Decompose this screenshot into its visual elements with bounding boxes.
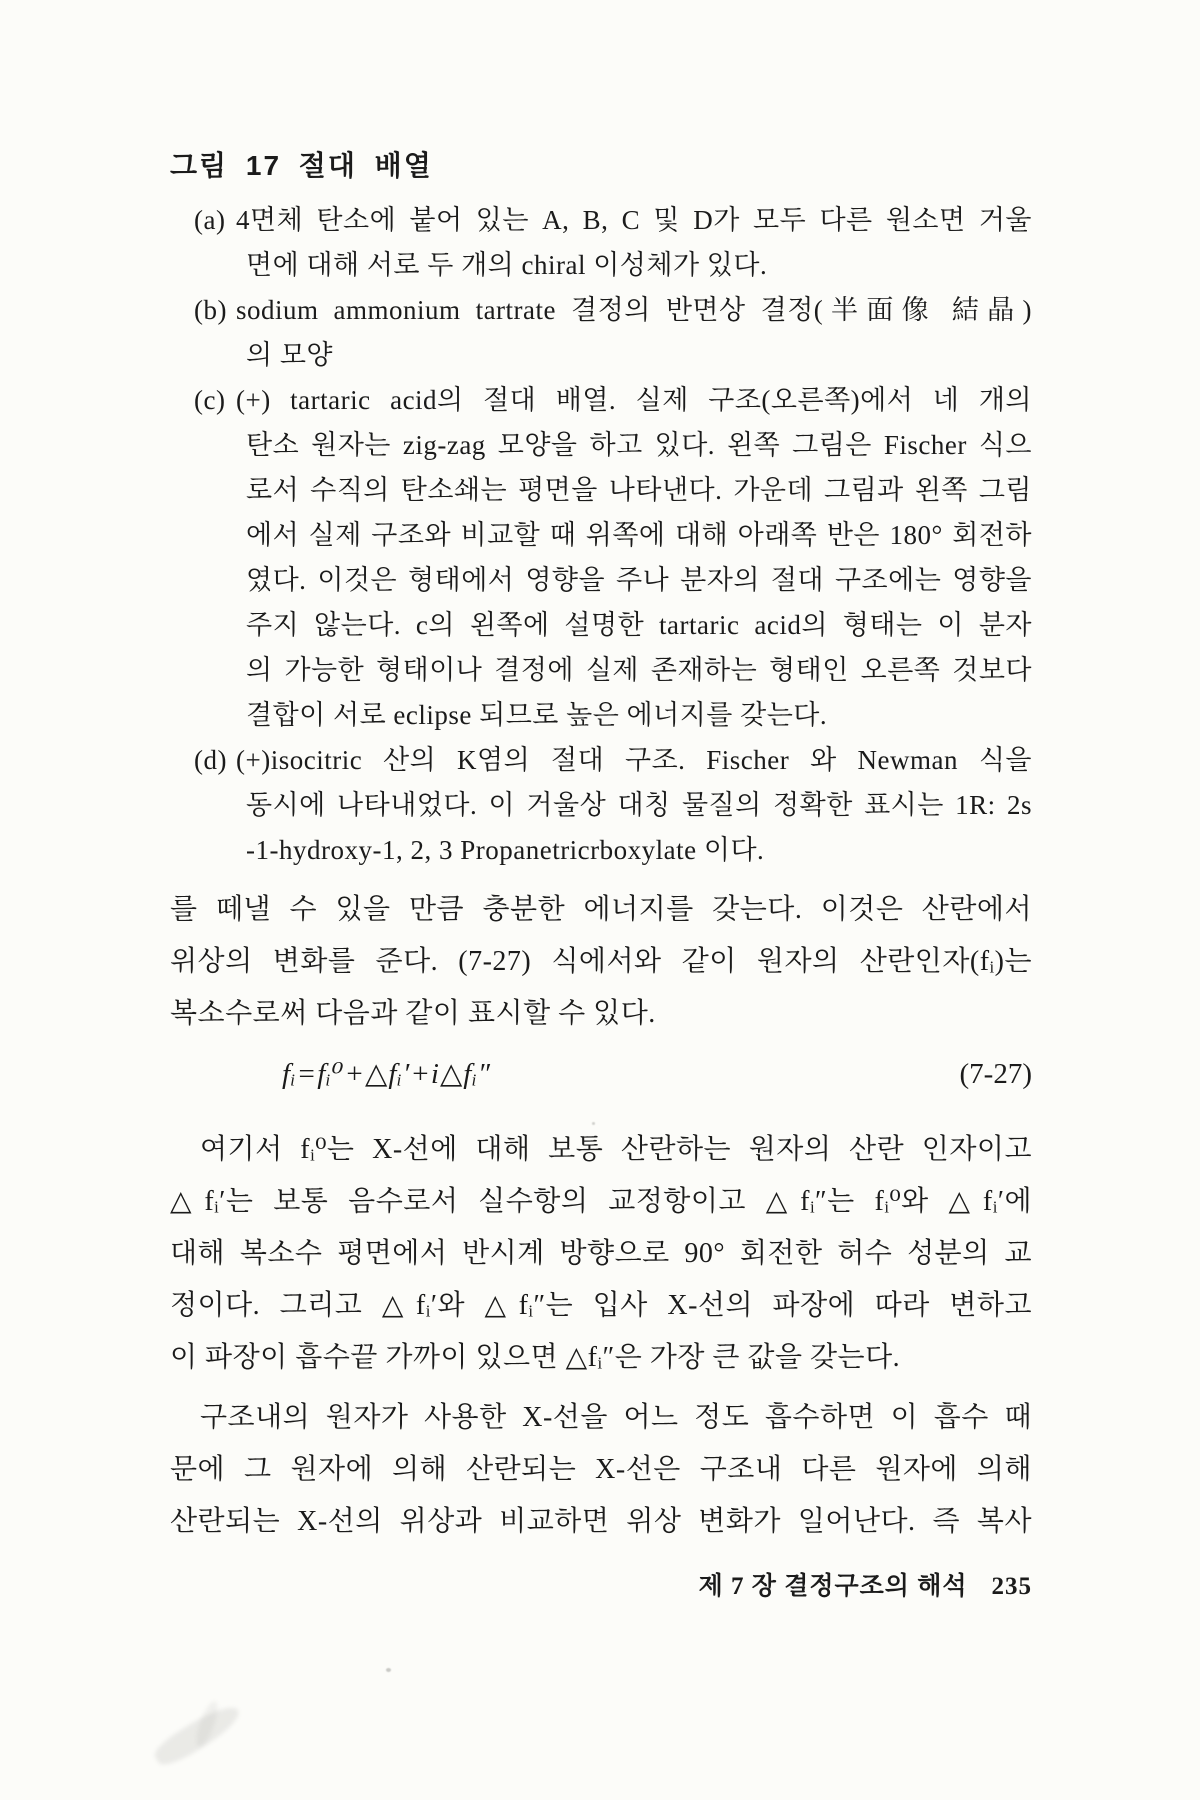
scan-speck xyxy=(592,1122,595,1125)
figure-caption xyxy=(170,148,1032,873)
caption-text-line: 결합이 서로 eclipse 되므로 높은 에너지를 갖는다. xyxy=(246,700,828,730)
chapter-heading: 제 7 장 결정구조의 해석 xyxy=(698,1573,968,1600)
equation-number: (7-27) xyxy=(959,1058,1032,1090)
caption-text-line: 주지 않는다. c의 왼쪽에 설명한 tartaric acid의 형태는 이 분자 xyxy=(246,610,1032,640)
figure-title: 그림 17 절대 배열 xyxy=(170,150,433,181)
caption-item-label: (c) xyxy=(194,385,226,415)
caption-item-c xyxy=(170,378,1032,738)
body-text-line: 를 떼낼 수 있을 만큼 충분한 에너지를 갖는다. 이것은 산란에서 xyxy=(170,894,1032,925)
body-text-line: 여기서 fᵢ⁰는 X-선에 대해 보통 산란하는 원자의 산란 인자이고 xyxy=(200,1134,1032,1165)
caption-item-label: (d) xyxy=(194,745,227,775)
body-text-line: 구조내의 원자가 사용한 X-선을 어느 정도 흡수하면 이 흡수 때 xyxy=(200,1402,1032,1433)
body-text-line: △fᵢ′는 보통 음수로서 실수항의 교정항이고 △fᵢ″는 fᵢ⁰와 △fᵢ′에 xyxy=(170,1186,1032,1217)
body-text-line: 이 파장이 흡수끝 가까이 있으면 △fᵢ″은 가장 큰 값을 갖는다. xyxy=(170,1342,901,1373)
caption-text-line: 에서 실제 구조와 비교할 때 위쪽에 대해 아래쪽 반은 180° 회전하 xyxy=(246,520,1032,550)
scan-speck xyxy=(703,525,706,528)
equation-formula: fᵢ=fᵢ⁰+△fᵢ′+i△fᵢ″ xyxy=(282,1058,491,1090)
caption-item-d xyxy=(170,738,1032,873)
caption-text-line: 의 모양 xyxy=(246,340,333,370)
caption-text-line: 였다. 이것은 형태에서 영향을 주나 분자의 절대 구조에는 영향을 xyxy=(246,565,1032,595)
body-text-line: 대해 복소수 평면에서 반시계 방향으로 90° 회전한 허수 성분의 교 xyxy=(170,1238,1032,1269)
caption-text-line: sodium ammonium tartrate 결정의 반면상 결정(半面像 結晶) xyxy=(236,295,1032,325)
body-text-line: 복소수로써 다음과 같이 표시할 수 있다. xyxy=(170,998,656,1029)
body-text-line: 위상의 변화를 준다. (7-27) 식에서와 같이 원자의 산란인자(fᵢ)는 xyxy=(170,946,1032,977)
page-footer xyxy=(170,1566,1032,1602)
caption-text-line: (+)isocitric 산의 K염의 절대 구조. Fischer 와 Newman 식을 xyxy=(236,745,1032,775)
caption-text-line: 로서 수직의 탄소쇄는 평면을 나타낸다. 가운데 그림과 왼쪽 그림 xyxy=(246,475,1032,505)
caption-item-a xyxy=(170,198,1032,288)
caption-text-line: 탄소 원자는 zig-zag 모양을 하고 있다. 왼쪽 그림은 Fischer 식으 xyxy=(246,430,1032,460)
caption-item-label: (b) xyxy=(194,295,227,325)
body-text-line: 문에 그 원자에 의해 산란되는 X-선은 구조내 다른 원자에 의해 xyxy=(170,1454,1032,1485)
page-number: 235 xyxy=(991,1573,1032,1600)
caption-item-b xyxy=(170,288,1032,378)
body-text-line: 산란되는 X-선의 위상과 비교하면 위상 변화가 일어난다. 즉 복사 xyxy=(170,1506,1032,1537)
caption-text-line: 의 가능한 형태이나 결정에 실제 존재하는 형태인 오른쪽 것보다 xyxy=(246,655,1032,685)
caption-text-line: 4면체 탄소에 붙어 있는 A, B, C 및 D가 모두 다른 원소면 거울 xyxy=(236,205,1032,235)
caption-text-line: (+) tartaric acid의 절대 배열. 실제 구조(오른쪽)에서 네 개의 xyxy=(236,385,1032,415)
body-text-line: 정이다. 그리고 △fᵢ′와 △fᵢ″는 입사 X-선의 파장에 따라 변하고 xyxy=(170,1290,1032,1321)
caption-item-label: (a) xyxy=(194,205,226,235)
scan-speck xyxy=(386,1668,391,1672)
caption-text-line: -1-hydroxy-1, 2, 3 Propanetricrboxylate 이다. xyxy=(246,835,765,865)
paragraph-3 xyxy=(170,1392,1032,1548)
caption-text-line: 면에 대해 서로 두 개의 chiral 이성체가 있다. xyxy=(246,250,768,280)
paragraph-1 xyxy=(170,884,1032,1040)
paragraph-2 xyxy=(170,1124,1032,1384)
equation-block xyxy=(170,1046,1032,1102)
caption-text-line: 동시에 나타내었다. 이 거울상 대칭 물질의 정확한 표시는 1R: 2s xyxy=(246,790,1032,820)
